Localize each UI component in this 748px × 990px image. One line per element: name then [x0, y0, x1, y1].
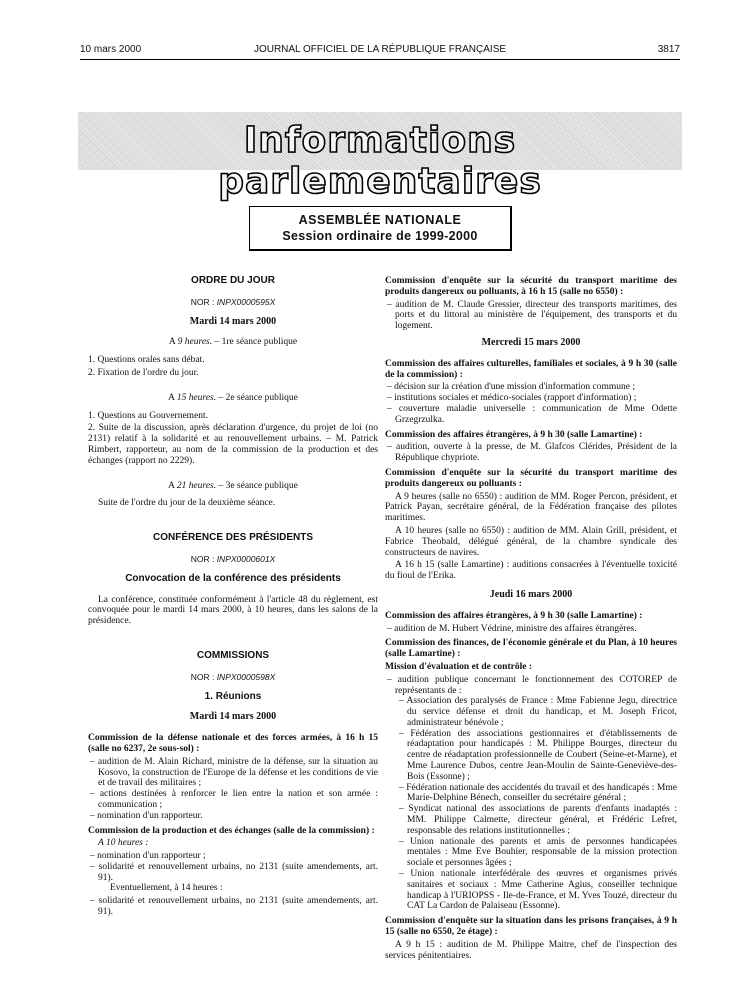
header-page-number: 3817	[657, 44, 680, 55]
header-date: 10 mars 2000	[80, 44, 142, 55]
commissions-nor: NOR : INPX0000598X	[190, 671, 276, 682]
convocation-text: La conférence, constituée conformément à l'article 48 du règlement, est convoquée pour le mardi 14 mars 2000, à 10 heures, dans les salons de la présidence.	[88, 594, 378, 627]
ordre-nor: NOR : INPX0000595X	[190, 296, 276, 307]
enquete-2-para: A 10 heures (salle no 6550) : audition de MM. Alain Grill, président, et Fabrice Theobald, délégué général, de la chambre syndicale des constructeurs de navires.	[385, 525, 677, 558]
production-heading: Commission de la production et des échanges (salle de la commission) :	[88, 825, 375, 836]
reunions-title: 1. Réunions	[204, 690, 262, 702]
etrangeres-2-heading: Commission des affaires étrangères, à 9 h 30 (salle Lamartine) :	[385, 610, 643, 621]
conference-nor: NOR : INPX0000601X	[190, 553, 276, 564]
seance-1-heading: A 9 heures. – 1re séance publique	[168, 337, 298, 348]
running-header	[80, 44, 680, 58]
day-jeudi: Jeudi 16 mars 2000	[489, 588, 573, 600]
seance-1-item: 2. Fixation de l'ordre du jour.	[88, 367, 199, 378]
etrangeres-item: – audition, ouverte à la presse, de M. Glafcos Clérides, Président de la République chypriote.	[387, 442, 677, 464]
finances-item: – Syndicat national des associations de parents d'enfants inadaptés : MM. Philippe Calmette, directeur général, et Frédéric Lefret, responsable des relations institutionnelles ;	[399, 804, 677, 836]
conference-title: CONFÉRENCE DES PRÉSIDENTS	[152, 532, 314, 544]
section-banner	[78, 112, 682, 202]
seance-1-item: 1. Questions orales sans débat.	[88, 355, 205, 366]
banner-title: Informations parlementaires	[218, 120, 542, 202]
assembly-session: Session ordinaire de 1999-2000	[282, 229, 478, 243]
commissions-day: Mardi 14 mars 2000	[189, 711, 277, 723]
ordre-day: Mardi 14 mars 2000	[189, 315, 277, 327]
defense-item: – actions destinées à renforcer le lien entre la nation et son armée : communication ;	[90, 789, 378, 810]
culture-item: – couverture maladie universelle : communication de Mme Odette Grzegrzulka.	[387, 403, 677, 425]
production-item: – solidarité et renouvellement urbains, no 2131 (suite amendements, art. 91).	[90, 861, 378, 883]
assembly-box	[249, 206, 512, 251]
seance-2-item: 1. Questions au Gouvernement.	[88, 410, 209, 421]
prisons-text: A 9 h 15 : audition de M. Philippe Maitre, chef de l'inspection des services pénitentiaires.	[385, 939, 677, 961]
seance-2-heading: A 15 heures. – 2e séance publique	[168, 392, 298, 403]
right-column	[385, 276, 677, 963]
eventually-item: – solidarité et renouvellement urbains, no 2131 (suite amendements, art. 91).	[90, 896, 378, 918]
finances-item: – Union nationale interfédérale des œuvres et organismes privés sanitaires et sociaux : Mme Catherine Agius, conseiller technique handicap à l'URIOPSS - Ile-de-France, et M. Yves Touzé, directeur du CAT La Cardon de Palaiseau (Essonne).	[399, 869, 677, 912]
production-time: A 10 heures :	[98, 838, 149, 849]
finances-item: – Association des paralysés de France : Mme Fabienne Jegu, directrice du service défense et droit du handicap, et M. Joseph Fricot, administrateur bénévole ;	[399, 696, 677, 728]
defense-heading: Commission de la défense nationale et des forces armées, à 16 h 15 (salle no 6237, 2e sous-sol) :	[88, 733, 378, 754]
enquete-2-para: A 9 heures (salle no 6550) : audition de MM. Roger Percon, président, et Patrick Payan, secrétaire général, de la Fédération française des pilotes maritimes.	[385, 491, 677, 524]
culture-item: – institutions sociales et médico-sociales (rapport d'information) ;	[387, 393, 637, 404]
enquete-1-item: – audition de M. Claude Gressier, directeur des transports maritimes, des ports et du littoral au ministère de l'équipement, des transports et du logement.	[387, 299, 677, 332]
header-rule	[80, 59, 680, 60]
seance-2-item: 2. Suite de la discussion, après déclaration d'urgence, du projet de loi (no 2131) relatif à la solidarité et au renouvellement urbains. – M. Patrick Rimbert, rapporteur, au nom de la commission de la production et des échanges (rapport no 2229).	[88, 423, 378, 466]
left-column	[88, 276, 378, 918]
seance-3-heading: A 21 heures. – 3e séance publique	[168, 480, 298, 491]
eventually-time: Eventuellement, à 14 heures :	[110, 883, 223, 894]
etrangeres-heading: Commission des affaires étrangères, à 9 h 30 (salle Lamartine) :	[385, 429, 643, 440]
finances-item: – Fédération des associations gestionnaires et d'établissements de réadaptation pour handicapés : M. Philippe Bourges, directeur du centre de réadaptation professionnelle de Coubert (Seine-et-Marne), et Mme Laurence Dubos, centre Jean-Moulin de Sainte-Geneviève-des-Bois (Essonne) ;	[399, 728, 677, 782]
enquete-2-heading: Commission d'enquête sur la sécurité du transport maritime des produits dangereux ou polluants :	[385, 467, 677, 489]
etrangeres-2-item: – audition de M. Hubert Védrine, ministre des affaires étrangères.	[387, 623, 637, 634]
finances-item: – Fédération nationale des accidentés du travail et des handicapés : Mme Marie-Delphine Bénech, conseiller du secrétaire général ;	[399, 782, 677, 804]
assembly-name: ASSEMBLÉE NATIONALE	[298, 213, 462, 227]
culture-item: – décision sur la création d'une mission d'information commune ;	[387, 382, 635, 393]
defense-item: – audition de M. Alain Richard, ministre de la défense, sur la situation au Kosovo, la construction de l'Europe de la défense et les conditions de vie et de travail des militaires ;	[90, 756, 378, 789]
day-mercredi: Mercredi 15 mars 2000	[481, 336, 581, 348]
finances-item: – Union nationale des parents et amis de personnes handicapées mentales : Mme Eve Bouhier, responsable de la mission protection sociale et personnes âgées ;	[399, 836, 677, 869]
header-journal-title: JOURNAL OFFICIEL DE LA RÉPUBLIQUE FRANÇAISE	[253, 44, 507, 55]
defense-item: – nomination d'un rapporteur.	[90, 810, 203, 821]
convocation-title: Convocation de la conférence des présidents	[125, 572, 341, 584]
enquete-2-para: A 16 h 15 (salle Lamartine) : auditions consacrées à l'éventuelle toxicité du fioul de l'Erika.	[385, 560, 677, 582]
ordre-title: ORDRE DU JOUR	[191, 275, 275, 286]
production-item: – nomination d'un rapporteur ;	[90, 851, 206, 862]
prisons-heading: Commission d'enquête sur la situation dans les prisons françaises, à 9 h 15 (salle no 6550, 2e étage) :	[385, 916, 677, 938]
seance-3-text: Suite de l'ordre du jour de la deuxième séance.	[98, 498, 276, 509]
finances-intro: – audition publique concernant le fonctionnement des COTOREP de représentants de :	[387, 674, 677, 696]
culture-heading: Commission des affaires culturelles, familiales et sociales, à 9 h 30 (salle de la commission) :	[385, 358, 677, 380]
mission-heading: Mission d'évaluation et de contrôle :	[385, 661, 532, 672]
finances-heading: Commission des finances, de l'économie générale et du Plan, à 10 heures (salle Lamartine) :	[385, 638, 677, 660]
commissions-title: COMMISSIONS	[196, 649, 270, 661]
enquete-1-heading: Commission d'enquête sur la sécurité du transport maritime des produits dangereux ou polluants, à 16 h 15 (salle no 6550) :	[385, 276, 677, 297]
